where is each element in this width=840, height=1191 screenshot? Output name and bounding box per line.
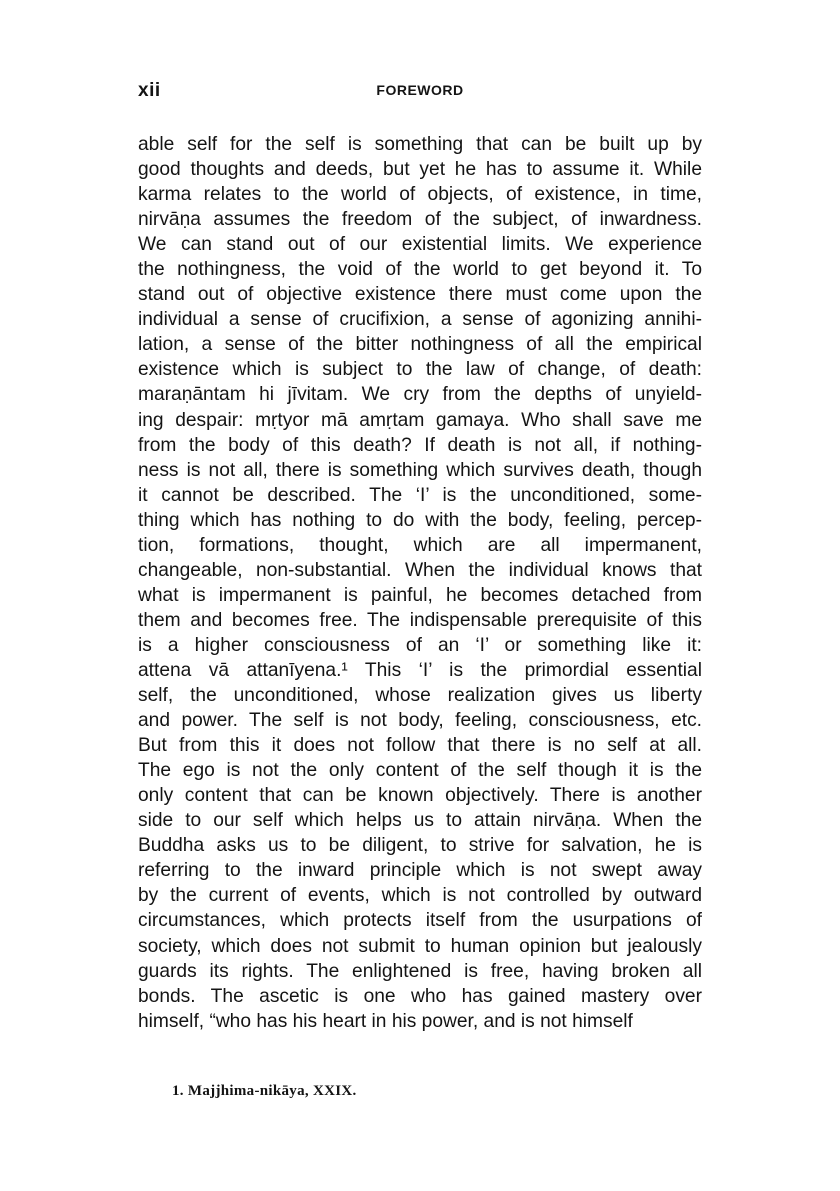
text-line: stand out of objective existence there must come upon the (138, 284, 702, 306)
text-line: existence which is subject to the law of change, of death: (138, 359, 702, 381)
text-line: society, which does not submit to human opinion but jealously (138, 935, 702, 957)
text-line: The ego is not the only content of the self though it is the (138, 760, 702, 782)
text-line: ness is not all, there is something which survives death, though (138, 459, 702, 481)
text-line: guards its rights. The enlightened is free, having broken all (138, 960, 702, 982)
text-line: circumstances, which protects itself from the usurpations of (138, 910, 702, 932)
text-line: himself, “who has his heart in his power, and is not himself (138, 1010, 633, 1032)
text-line: good thoughts and deeds, but yet he has to assume it. While (138, 159, 702, 181)
text-line: lation, a sense of the bitter nothingness of all the empirical (138, 334, 702, 356)
text-line: ing despair: mṛtyor mā amṛtam gamaya. Who shall save me (138, 409, 702, 431)
text-line: changeable, non-substantial. When the individual knows that (138, 559, 702, 581)
body-text (138, 132, 702, 1034)
text-line: side to our self which helps us to attain nirvāṇa. When the (138, 810, 702, 832)
text-line: by the current of events, which is not controlled by outward (138, 885, 702, 907)
running-head: FOREWORD (376, 82, 464, 98)
text-line: and power. The self is not body, feeling, consciousness, etc. (138, 710, 702, 732)
text-line: karma relates to the world of objects, of existence, in time, (138, 184, 702, 206)
footnote: 1. Majjhima-nikāya, XXIX. (172, 1083, 357, 1099)
text-line: the nothingness, the void of the world to get beyond it. To (138, 259, 702, 281)
text-line: individual a sense of crucifixion, a sense of agonizing annihi- (138, 309, 702, 331)
text-line: them and becomes free. The indispensable prerequisite of this (138, 609, 702, 631)
text-line: But from this it does not follow that there is no self at all. (138, 735, 702, 757)
text-line: We can stand out of our existential limits. We experience (138, 234, 702, 256)
text-line: able self for the self is something that can be built up by (138, 134, 702, 155)
text-line: only content that can be known objectively. There is another (138, 785, 702, 807)
text-line: maraṇāntam hi jīvitam. We cry from the depths of unyield- (138, 384, 702, 406)
text-line: referring to the inward principle which is not swept away (138, 860, 702, 882)
text-line: is a higher consciousness of an ‘I’ or something like it: (138, 634, 702, 656)
text-line: attena vā attanīyena.¹ This ‘I’ is the primordial essential (138, 659, 702, 681)
text-line: bonds. The ascetic is one who has gained mastery over (138, 985, 702, 1007)
text-line: tion, formations, thought, which are all impermanent, (138, 534, 702, 556)
text-line: thing which has nothing to do with the body, feeling, percep- (138, 509, 702, 531)
page-number: xii (138, 80, 161, 101)
text-line: it cannot be described. The ‘I’ is the unconditioned, some- (138, 484, 702, 506)
text-line: what is impermanent is painful, he becomes detached from (138, 584, 702, 606)
text-line: from the body of this death? If death is not all, if nothing- (138, 434, 702, 456)
text-line: Buddha asks us to be diligent, to strive for salvation, he is (138, 835, 702, 857)
text-line: nirvāṇa assumes the freedom of the subject, of inwardness. (138, 209, 702, 231)
text-line: self, the unconditioned, whose realization gives us liberty (138, 685, 702, 707)
page-header (138, 80, 702, 104)
